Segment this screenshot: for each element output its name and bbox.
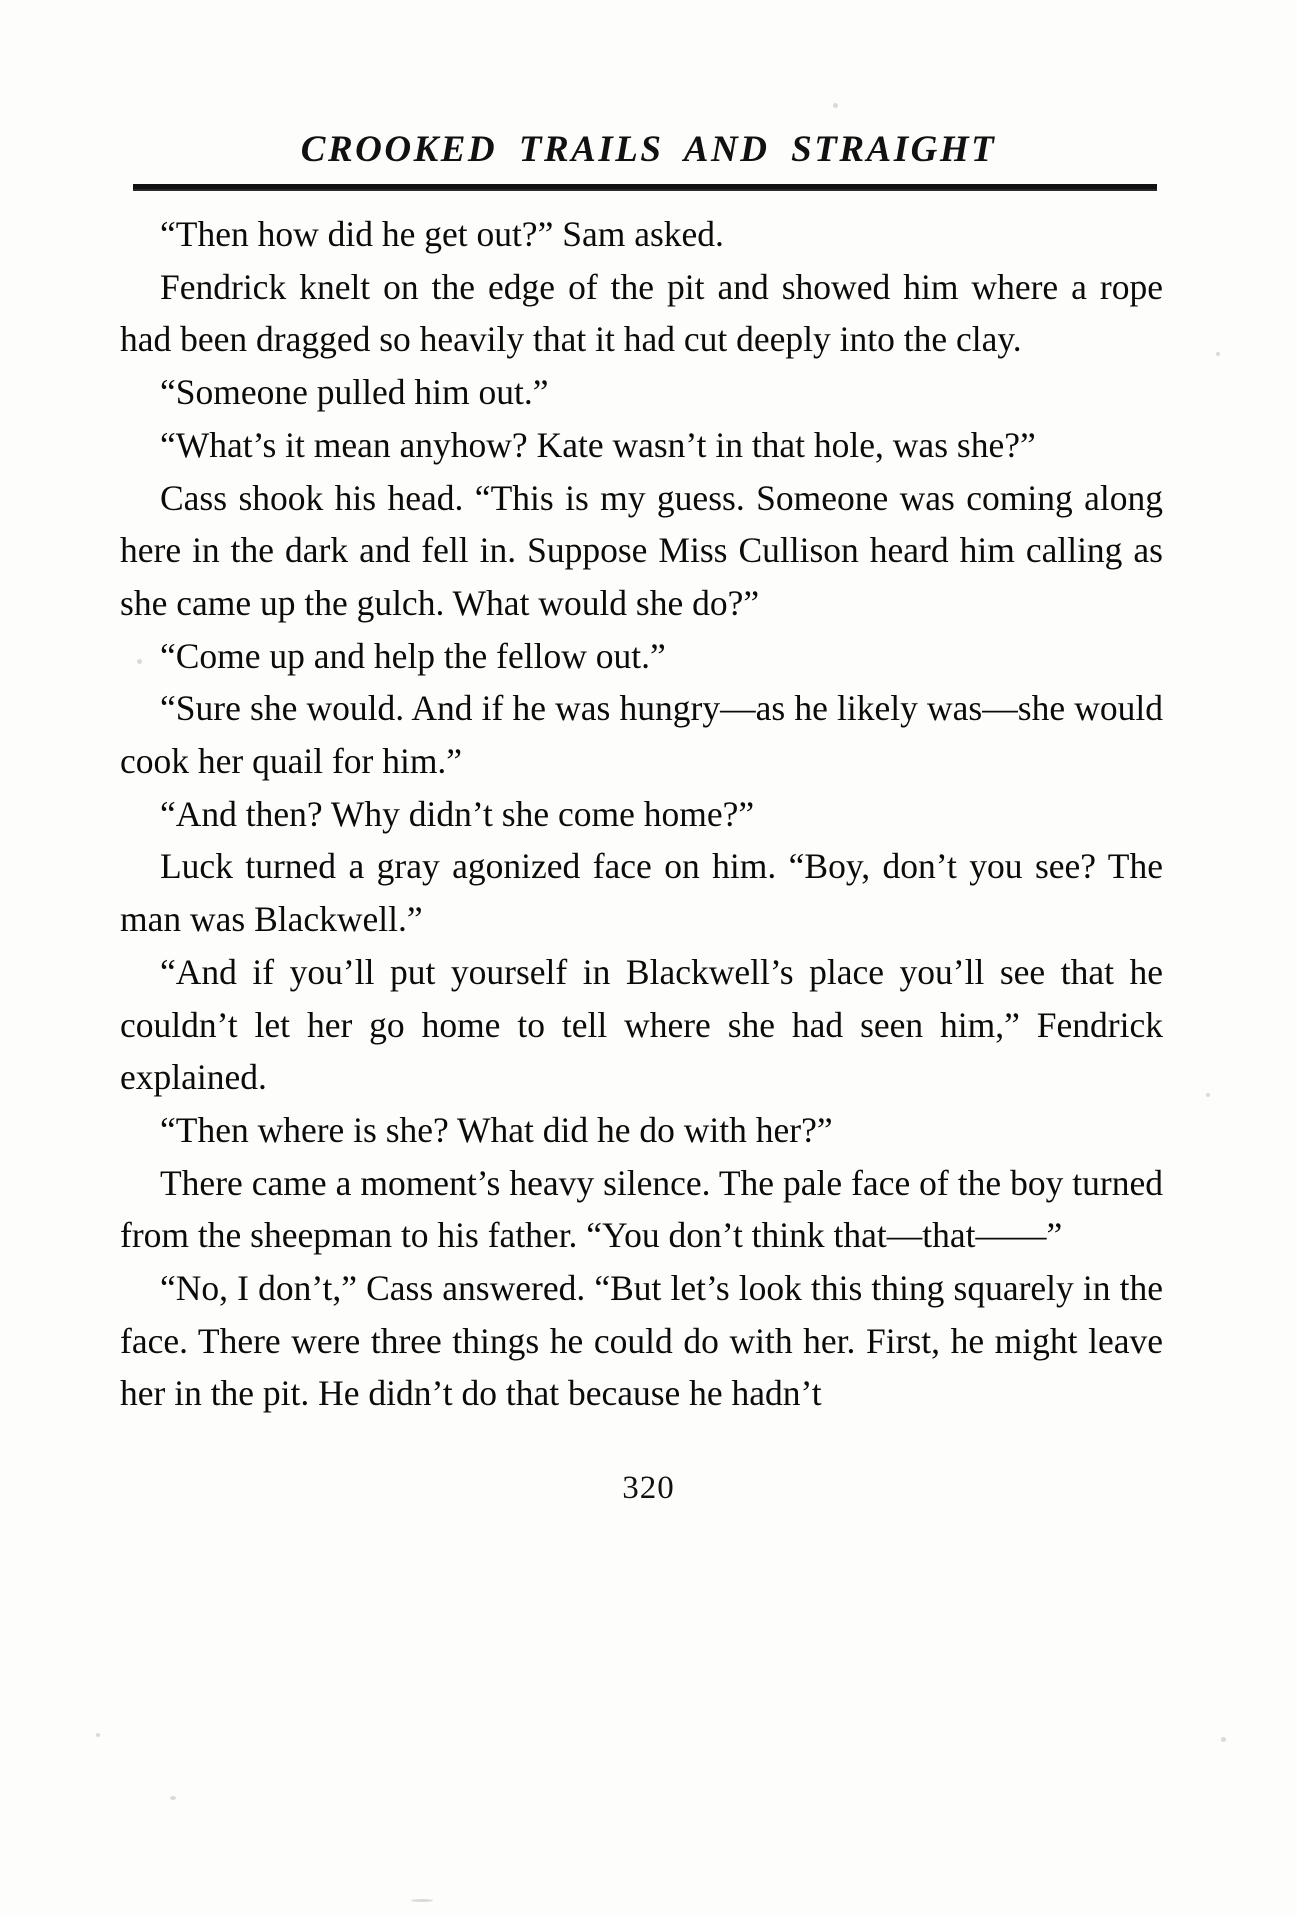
page-number: 320 <box>622 1470 675 1506</box>
paragraph: There came a moment’s heavy silence. The pale face of the boy turned from the sheepman to his father. “You don’t think that—that——” <box>120 1162 1163 1256</box>
paragraph: “And then? Why didn’t she come home?” <box>160 793 755 834</box>
paragraph: Luck turned a gray agonized face on him. “Boy, don’t you see? The man was Blackwell.” <box>120 846 1163 940</box>
paragraph: Fendrick knelt on the edge of the pit and showed him where a rope had been dragged so heavily that it had cut deeply into the clay. <box>120 266 1163 360</box>
paper-speck <box>96 1733 100 1737</box>
paper-speck <box>137 659 142 664</box>
paper-speck <box>170 1796 176 1800</box>
page-body <box>120 208 1163 1420</box>
paragraph: “And if you’ll put yourself in Blackwell’s place you’ll see that he couldn’t let her go home to tell where she had seen him,” Fendrick explained. <box>120 951 1163 1098</box>
paper-speck <box>1216 352 1220 356</box>
paper-speck <box>411 1899 433 1902</box>
paragraph: “What’s it mean anyhow? Kate wasn’t in that hole, was she?” <box>160 424 1036 465</box>
paragraph: “No, I don’t,” Cass answered. “But let’s look this thing squarely in the face. There were three things he could do with her. First, he might leave her in the pit. He didn’t do that because he hadn’t <box>120 1268 1163 1414</box>
paragraph: Cass shook his head. “This is my guess. Someone was coming along here in the dark and fell in. Suppose Miss Cullison heard him calling as she came up the gulch. What would she do?” <box>120 477 1163 623</box>
header-rule <box>133 184 1157 190</box>
paper-speck <box>833 103 838 108</box>
paragraph: “Come up and help the fellow out.” <box>160 635 666 676</box>
paragraph: “Then how did he get out?” Sam asked. <box>160 214 724 254</box>
paragraph: “Someone pulled him out.” <box>160 372 549 413</box>
paragraph: “Sure she would. And if he was hungry—as he likely was—she would cook her quail for him.” <box>120 688 1163 782</box>
running-head: CROOKED TRAILS AND STRAIGHT <box>300 129 997 170</box>
paper-speck <box>1206 1093 1210 1097</box>
paper-speck <box>1221 1737 1226 1742</box>
paragraph: “Then where is she? What did he do with her?” <box>160 1109 833 1150</box>
